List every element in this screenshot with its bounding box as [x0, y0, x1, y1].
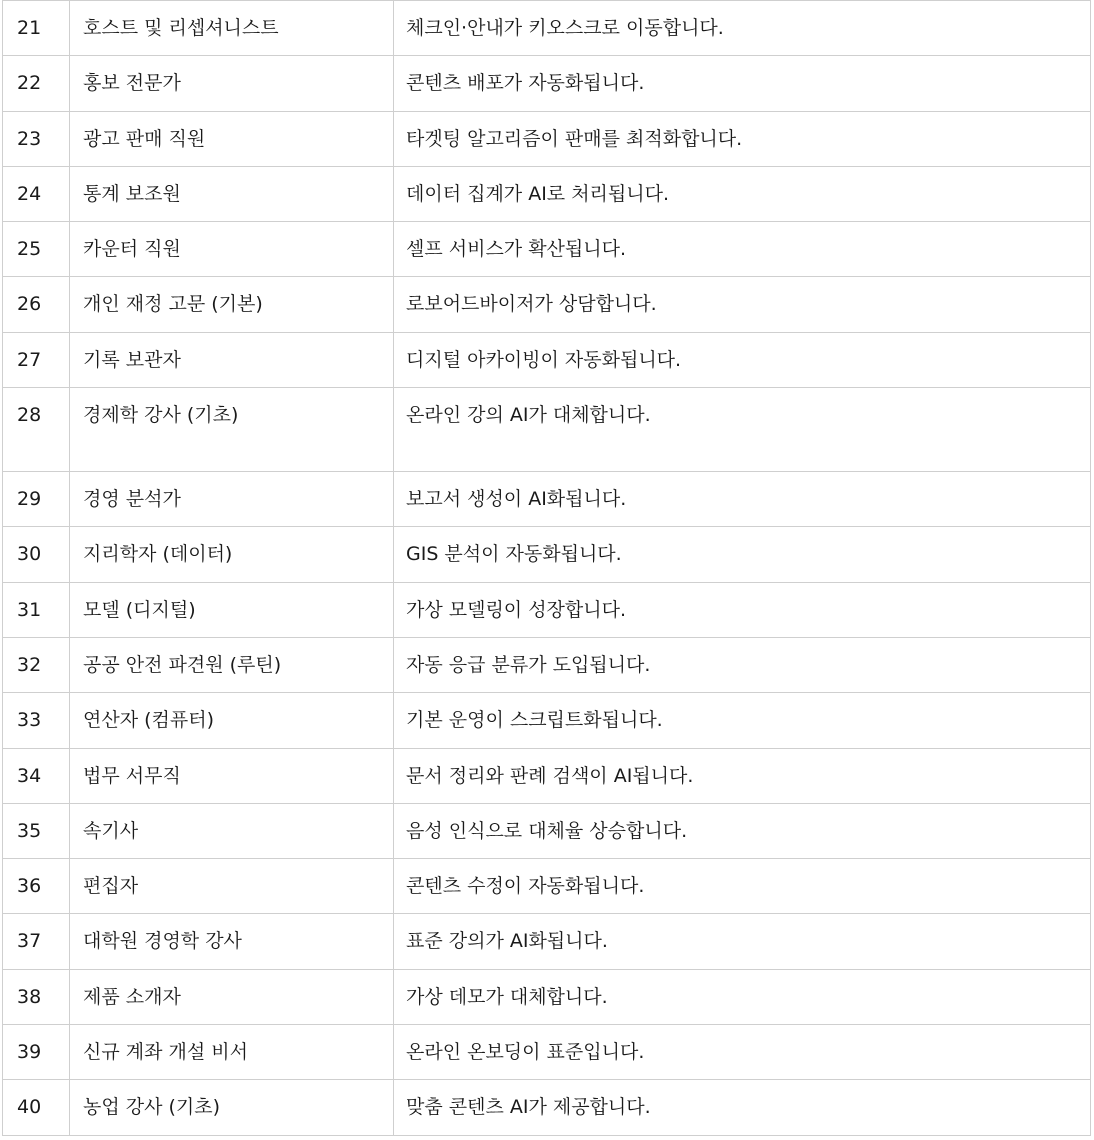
job-title: 제품 소개자	[70, 969, 394, 1024]
job-title: 호스트 및 리셉셔니스트	[70, 1, 394, 56]
row-number: 32	[3, 637, 70, 692]
jobs-table-body	[3, 1, 1091, 1136]
row-number: 24	[3, 166, 70, 221]
row-number: 27	[3, 332, 70, 387]
table-row	[3, 803, 1091, 858]
job-description: 가상 데모가 대체합니다.	[394, 969, 1091, 1024]
table-row	[3, 1, 1091, 56]
jobs-table	[2, 0, 1091, 1136]
job-description: 데이터 집계가 AI로 처리됩니다.	[394, 166, 1091, 221]
table-row	[3, 472, 1091, 527]
job-title: 법무 서무직	[70, 748, 394, 803]
job-description: 온라인 강의 AI가 대체합니다.	[394, 388, 1091, 472]
job-description: 콘텐츠 배포가 자동화됩니다.	[394, 56, 1091, 111]
table-row	[3, 914, 1091, 969]
job-title: 모델 (디지털)	[70, 582, 394, 637]
job-title: 편집자	[70, 859, 394, 914]
job-title: 개인 재정 고문 (기본)	[70, 277, 394, 332]
job-title: 경영 분석가	[70, 472, 394, 527]
job-title: 카운터 직원	[70, 222, 394, 277]
row-number: 22	[3, 56, 70, 111]
row-number: 25	[3, 222, 70, 277]
table-row	[3, 332, 1091, 387]
row-number: 29	[3, 472, 70, 527]
job-title: 광고 판매 직원	[70, 111, 394, 166]
job-title: 지리학자 (데이터)	[70, 527, 394, 582]
table-row	[3, 637, 1091, 692]
table-row	[3, 969, 1091, 1024]
job-description: 음성 인식으로 대체율 상승합니다.	[394, 803, 1091, 858]
table-row	[3, 859, 1091, 914]
job-description: 셀프 서비스가 확산됩니다.	[394, 222, 1091, 277]
job-description: 자동 응급 분류가 도입됩니다.	[394, 637, 1091, 692]
table-row	[3, 1080, 1091, 1135]
job-title: 대학원 경영학 강사	[70, 914, 394, 969]
job-title: 속기사	[70, 803, 394, 858]
job-description: 온라인 온보딩이 표준입니다.	[394, 1025, 1091, 1080]
row-number: 28	[3, 388, 70, 472]
row-number: 40	[3, 1080, 70, 1135]
table-row	[3, 166, 1091, 221]
job-description: 타겟팅 알고리즘이 판매를 최적화합니다.	[394, 111, 1091, 166]
row-number: 31	[3, 582, 70, 637]
row-number: 38	[3, 969, 70, 1024]
job-description: 문서 정리와 판례 검색이 AI됩니다.	[394, 748, 1091, 803]
table-row	[3, 111, 1091, 166]
row-number: 33	[3, 693, 70, 748]
job-description: 기본 운영이 스크립트화됩니다.	[394, 693, 1091, 748]
table-row	[3, 527, 1091, 582]
table-row	[3, 56, 1091, 111]
job-description: 맞춤 콘텐츠 AI가 제공합니다.	[394, 1080, 1091, 1135]
row-number: 39	[3, 1025, 70, 1080]
job-title: 공공 안전 파견원 (루틴)	[70, 637, 394, 692]
row-number: 21	[3, 1, 70, 56]
table-row	[3, 693, 1091, 748]
row-number: 30	[3, 527, 70, 582]
table-row	[3, 277, 1091, 332]
row-number: 23	[3, 111, 70, 166]
job-title: 기록 보관자	[70, 332, 394, 387]
row-number: 37	[3, 914, 70, 969]
job-description: 표준 강의가 AI화됩니다.	[394, 914, 1091, 969]
job-title: 경제학 강사 (기초)	[70, 388, 394, 472]
job-description: 보고서 생성이 AI화됩니다.	[394, 472, 1091, 527]
table-row	[3, 748, 1091, 803]
row-number: 35	[3, 803, 70, 858]
job-title: 신규 계좌 개설 비서	[70, 1025, 394, 1080]
table-row	[3, 1025, 1091, 1080]
job-title: 농업 강사 (기초)	[70, 1080, 394, 1135]
job-description: 콘텐츠 수정이 자동화됩니다.	[394, 859, 1091, 914]
table-row	[3, 582, 1091, 637]
row-number: 26	[3, 277, 70, 332]
job-title: 홍보 전문가	[70, 56, 394, 111]
job-description: GIS 분석이 자동화됩니다.	[394, 527, 1091, 582]
job-description: 체크인·안내가 키오스크로 이동합니다.	[394, 1, 1091, 56]
job-title: 연산자 (컴퓨터)	[70, 693, 394, 748]
row-number: 36	[3, 859, 70, 914]
table-row	[3, 222, 1091, 277]
row-number: 34	[3, 748, 70, 803]
job-description: 로보어드바이저가 상담합니다.	[394, 277, 1091, 332]
table-row	[3, 388, 1091, 472]
job-description: 가상 모델링이 성장합니다.	[394, 582, 1091, 637]
job-title: 통계 보조원	[70, 166, 394, 221]
job-description: 디지털 아카이빙이 자동화됩니다.	[394, 332, 1091, 387]
